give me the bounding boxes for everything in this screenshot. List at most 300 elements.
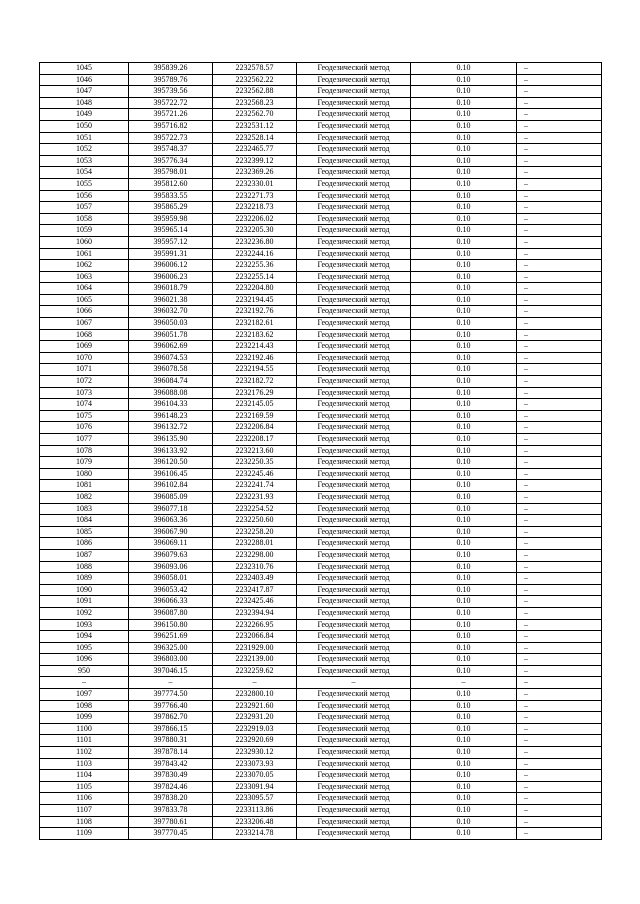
y-coordinate-cell: 2232310.76 — [213, 561, 297, 573]
x-coordinate-cell: 396018.79 — [129, 283, 213, 295]
x-coordinate-cell: 397838.20 — [129, 793, 213, 805]
x-coordinate-cell: 397770.45 — [129, 828, 213, 840]
y-coordinate-cell: 2232214.43 — [213, 341, 297, 353]
accuracy-cell: 0.10 — [411, 723, 517, 735]
method-cell: Геодезический метод — [297, 155, 411, 167]
method-cell: Геодезический метод — [297, 735, 411, 747]
point-number-cell: 1055 — [40, 178, 129, 190]
method-cell: Геодезический метод — [297, 549, 411, 561]
accuracy-cell: 0.10 — [411, 805, 517, 817]
accuracy-cell: 0.10 — [411, 816, 517, 828]
point-number-cell: 1097 — [40, 689, 129, 701]
point-number-cell: 1102 — [40, 747, 129, 759]
x-coordinate-cell: 395716.82 — [129, 120, 213, 132]
point-number-cell: 1062 — [40, 260, 129, 272]
table-row — [40, 306, 602, 318]
description-cell: – — [517, 712, 602, 724]
method-cell: Геодезический метод — [297, 573, 411, 585]
method-cell: Геодезический метод — [297, 584, 411, 596]
x-coordinate-cell: 397774.50 — [129, 689, 213, 701]
table-row — [40, 422, 602, 434]
description-cell: – — [517, 491, 602, 503]
point-number-cell: 1096 — [40, 654, 129, 666]
method-cell: Геодезический метод — [297, 97, 411, 109]
accuracy-cell: 0.10 — [411, 491, 517, 503]
method-cell: Геодезический метод — [297, 318, 411, 330]
table-row — [40, 758, 602, 770]
point-number-cell: 1103 — [40, 758, 129, 770]
description-cell: – — [517, 816, 602, 828]
method-cell: Геодезический метод — [297, 700, 411, 712]
y-coordinate-cell: 2232194.45 — [213, 294, 297, 306]
table-row — [40, 144, 602, 156]
table-row — [40, 364, 602, 376]
x-coordinate-cell: 396063.36 — [129, 515, 213, 527]
point-number-cell: 1071 — [40, 364, 129, 376]
description-cell: – — [517, 677, 602, 689]
description-cell: – — [517, 445, 602, 457]
description-cell: – — [517, 700, 602, 712]
description-cell: – — [517, 665, 602, 677]
accuracy-cell: 0.10 — [411, 144, 517, 156]
x-coordinate-cell: 396133.92 — [129, 445, 213, 457]
description-cell: – — [517, 97, 602, 109]
accuracy-cell: 0.10 — [411, 109, 517, 121]
accuracy-cell: 0.10 — [411, 167, 517, 179]
table-row — [40, 781, 602, 793]
accuracy-cell: 0.10 — [411, 549, 517, 561]
y-coordinate-cell: 2232213.60 — [213, 445, 297, 457]
point-number-cell: 1098 — [40, 700, 129, 712]
y-coordinate-cell: – — [213, 677, 297, 689]
point-number-cell: 1045 — [40, 63, 129, 75]
x-coordinate-cell: 396077.18 — [129, 503, 213, 515]
method-cell: Геодезический метод — [297, 642, 411, 654]
point-number-cell: 1058 — [40, 213, 129, 225]
coordinates-table — [39, 62, 602, 840]
x-coordinate-cell: 396120.50 — [129, 457, 213, 469]
method-cell: Геодезический метод — [297, 352, 411, 364]
method-cell: Геодезический метод — [297, 434, 411, 446]
point-number-cell: 1054 — [40, 167, 129, 179]
description-cell: – — [517, 596, 602, 608]
y-coordinate-cell: 2232403.49 — [213, 573, 297, 585]
x-coordinate-cell: 396093.06 — [129, 561, 213, 573]
description-cell: – — [517, 735, 602, 747]
method-cell: Геодезический метод — [297, 747, 411, 759]
method-cell: Геодезический метод — [297, 805, 411, 817]
y-coordinate-cell: 2232208.17 — [213, 434, 297, 446]
y-coordinate-cell: 2232931.20 — [213, 712, 297, 724]
description-cell: – — [517, 283, 602, 295]
x-coordinate-cell: 396251.69 — [129, 631, 213, 643]
y-coordinate-cell: 2232231.93 — [213, 491, 297, 503]
point-number-cell: 1106 — [40, 793, 129, 805]
accuracy-cell: 0.10 — [411, 364, 517, 376]
table-row — [40, 341, 602, 353]
y-coordinate-cell: 2232369.26 — [213, 167, 297, 179]
y-coordinate-cell: 2231929.00 — [213, 642, 297, 654]
description-cell: – — [517, 561, 602, 573]
description-cell: – — [517, 399, 602, 411]
description-cell: – — [517, 364, 602, 376]
x-coordinate-cell: 396079.63 — [129, 549, 213, 561]
point-number-cell: 1087 — [40, 549, 129, 561]
x-coordinate-cell: 397880.31 — [129, 735, 213, 747]
x-coordinate-cell: 395722.72 — [129, 97, 213, 109]
point-number-cell: 1089 — [40, 573, 129, 585]
table-row — [40, 434, 602, 446]
method-cell: Геодезический метод — [297, 283, 411, 295]
table-row — [40, 132, 602, 144]
method-cell: Геодезический метод — [297, 190, 411, 202]
description-cell: – — [517, 503, 602, 515]
method-cell: Геодезический метод — [297, 376, 411, 388]
table-row — [40, 619, 602, 631]
x-coordinate-cell: 395965.14 — [129, 225, 213, 237]
y-coordinate-cell: 2232194.55 — [213, 364, 297, 376]
table-row — [40, 318, 602, 330]
x-coordinate-cell: 395789.76 — [129, 74, 213, 86]
method-cell: Геодезический метод — [297, 828, 411, 840]
description-cell: – — [517, 607, 602, 619]
point-number-cell: 1099 — [40, 712, 129, 724]
description-cell: – — [517, 341, 602, 353]
point-number-cell: 1070 — [40, 352, 129, 364]
point-number-cell: 1047 — [40, 86, 129, 98]
x-coordinate-cell: 396132.72 — [129, 422, 213, 434]
point-number-cell: 1051 — [40, 132, 129, 144]
accuracy-cell: 0.10 — [411, 213, 517, 225]
x-coordinate-cell: 396078.58 — [129, 364, 213, 376]
point-number-cell: 1076 — [40, 422, 129, 434]
point-number-cell: 1059 — [40, 225, 129, 237]
table-row — [40, 770, 602, 782]
point-number-cell: 1083 — [40, 503, 129, 515]
accuracy-cell: 0.10 — [411, 596, 517, 608]
y-coordinate-cell: 2233073.93 — [213, 758, 297, 770]
point-number-cell: 1066 — [40, 306, 129, 318]
accuracy-cell: 0.10 — [411, 828, 517, 840]
x-coordinate-cell: – — [129, 677, 213, 689]
method-cell: Геодезический метод — [297, 526, 411, 538]
x-coordinate-cell: 395959.98 — [129, 213, 213, 225]
table-row — [40, 677, 602, 689]
method-cell: Геодезический метод — [297, 422, 411, 434]
coordinates-table-body — [40, 63, 602, 840]
description-cell: – — [517, 260, 602, 272]
table-row — [40, 97, 602, 109]
accuracy-cell: 0.10 — [411, 712, 517, 724]
method-cell: Геодезический метод — [297, 74, 411, 86]
table-row — [40, 387, 602, 399]
table-row — [40, 271, 602, 283]
y-coordinate-cell: 2232425.46 — [213, 596, 297, 608]
accuracy-cell: 0.10 — [411, 654, 517, 666]
description-cell: – — [517, 457, 602, 469]
y-coordinate-cell: 2232266.95 — [213, 619, 297, 631]
point-number-cell: 1079 — [40, 457, 129, 469]
table-row — [40, 700, 602, 712]
table-row — [40, 410, 602, 422]
point-number-cell: 1065 — [40, 294, 129, 306]
y-coordinate-cell: 2232254.52 — [213, 503, 297, 515]
y-coordinate-cell: 2232204.80 — [213, 283, 297, 295]
y-coordinate-cell: 2232066.84 — [213, 631, 297, 643]
accuracy-cell: 0.10 — [411, 561, 517, 573]
accuracy-cell: 0.10 — [411, 329, 517, 341]
description-cell: – — [517, 642, 602, 654]
table-row — [40, 86, 602, 98]
accuracy-cell: 0.10 — [411, 758, 517, 770]
y-coordinate-cell: 2232139.00 — [213, 654, 297, 666]
point-number-cell: 1081 — [40, 480, 129, 492]
description-cell: – — [517, 318, 602, 330]
point-number-cell: 1095 — [40, 642, 129, 654]
table-row — [40, 248, 602, 260]
x-coordinate-cell: 397862.70 — [129, 712, 213, 724]
accuracy-cell: 0.10 — [411, 457, 517, 469]
method-cell: Геодезический метод — [297, 260, 411, 272]
x-coordinate-cell: 396066.33 — [129, 596, 213, 608]
accuracy-cell: 0.10 — [411, 480, 517, 492]
point-number-cell: 1109 — [40, 828, 129, 840]
description-cell: – — [517, 584, 602, 596]
description-cell: – — [517, 422, 602, 434]
method-cell: Геодезический метод — [297, 399, 411, 411]
point-number-cell: 1050 — [40, 120, 129, 132]
method-cell: Геодезический метод — [297, 63, 411, 75]
method-cell: Геодезический метод — [297, 781, 411, 793]
method-cell: Геодезический метод — [297, 457, 411, 469]
point-number-cell: 950 — [40, 665, 129, 677]
description-cell: – — [517, 329, 602, 341]
point-number-cell: 1046 — [40, 74, 129, 86]
description-cell: – — [517, 480, 602, 492]
table-row — [40, 399, 602, 411]
point-number-cell: 1049 — [40, 109, 129, 121]
table-row — [40, 689, 602, 701]
point-number-cell: 1100 — [40, 723, 129, 735]
table-row — [40, 828, 602, 840]
point-number-cell: 1068 — [40, 329, 129, 341]
description-cell: – — [517, 387, 602, 399]
table-row — [40, 642, 602, 654]
description-cell: – — [517, 689, 602, 701]
description-cell: – — [517, 549, 602, 561]
point-number-cell: 1078 — [40, 445, 129, 457]
method-cell: Геодезический метод — [297, 132, 411, 144]
x-coordinate-cell: 397866.15 — [129, 723, 213, 735]
method-cell: Геодезический метод — [297, 468, 411, 480]
point-number-cell: 1080 — [40, 468, 129, 480]
y-coordinate-cell: 2232192.46 — [213, 352, 297, 364]
description-cell: – — [517, 770, 602, 782]
y-coordinate-cell: 2232145.05 — [213, 399, 297, 411]
description-cell: – — [517, 515, 602, 527]
y-coordinate-cell: 2232250.60 — [213, 515, 297, 527]
point-number-cell: 1108 — [40, 816, 129, 828]
method-cell: Геодезический метод — [297, 178, 411, 190]
method-cell: Геодезический метод — [297, 596, 411, 608]
table-row — [40, 213, 602, 225]
table-row — [40, 816, 602, 828]
accuracy-cell: 0.10 — [411, 341, 517, 353]
y-coordinate-cell: 2232562.88 — [213, 86, 297, 98]
description-cell: – — [517, 828, 602, 840]
table-row — [40, 561, 602, 573]
method-cell: Геодезический метод — [297, 503, 411, 515]
point-number-cell: 1094 — [40, 631, 129, 643]
method-cell: Геодезический метод — [297, 538, 411, 550]
table-row — [40, 294, 602, 306]
x-coordinate-cell: 396085.09 — [129, 491, 213, 503]
y-coordinate-cell: 2232562.22 — [213, 74, 297, 86]
point-number-cell: 1105 — [40, 781, 129, 793]
method-cell: Геодезический метод — [297, 109, 411, 121]
x-coordinate-cell: 395865.29 — [129, 202, 213, 214]
point-number-cell: 1085 — [40, 526, 129, 538]
table-row — [40, 805, 602, 817]
x-coordinate-cell: 396148.23 — [129, 410, 213, 422]
y-coordinate-cell: 2233070.05 — [213, 770, 297, 782]
table-row — [40, 538, 602, 550]
x-coordinate-cell: 396067.90 — [129, 526, 213, 538]
description-cell: – — [517, 167, 602, 179]
accuracy-cell: 0.10 — [411, 503, 517, 515]
y-coordinate-cell: 2232192.76 — [213, 306, 297, 318]
description-cell: – — [517, 376, 602, 388]
description-cell: – — [517, 202, 602, 214]
table-row — [40, 584, 602, 596]
accuracy-cell: 0.10 — [411, 387, 517, 399]
x-coordinate-cell: 397833.78 — [129, 805, 213, 817]
table-row — [40, 260, 602, 272]
y-coordinate-cell: 2232531.12 — [213, 120, 297, 132]
x-coordinate-cell: 396106.45 — [129, 468, 213, 480]
y-coordinate-cell: 2232176.29 — [213, 387, 297, 399]
x-coordinate-cell: 396050.03 — [129, 318, 213, 330]
description-cell: – — [517, 573, 602, 585]
table-row — [40, 202, 602, 214]
description-cell: – — [517, 63, 602, 75]
method-cell: Геодезический метод — [297, 445, 411, 457]
y-coordinate-cell: 2232206.02 — [213, 213, 297, 225]
table-row — [40, 491, 602, 503]
table-row — [40, 665, 602, 677]
description-cell: – — [517, 294, 602, 306]
x-coordinate-cell: 397780.61 — [129, 816, 213, 828]
point-number-cell: 1057 — [40, 202, 129, 214]
accuracy-cell: 0.10 — [411, 422, 517, 434]
table-row — [40, 573, 602, 585]
y-coordinate-cell: 2232205.30 — [213, 225, 297, 237]
table-row — [40, 190, 602, 202]
method-cell: Геодезический метод — [297, 213, 411, 225]
accuracy-cell: 0.10 — [411, 445, 517, 457]
y-coordinate-cell: 2232800.10 — [213, 689, 297, 701]
description-cell: – — [517, 236, 602, 248]
accuracy-cell: 0.10 — [411, 538, 517, 550]
y-coordinate-cell: 2232920.69 — [213, 735, 297, 747]
y-coordinate-cell: 2232298.00 — [213, 549, 297, 561]
x-coordinate-cell: 396135.90 — [129, 434, 213, 446]
accuracy-cell: 0.10 — [411, 190, 517, 202]
description-cell: – — [517, 144, 602, 156]
y-coordinate-cell: 2232921.60 — [213, 700, 297, 712]
y-coordinate-cell: 2232241.74 — [213, 480, 297, 492]
y-coordinate-cell: 2232182.72 — [213, 376, 297, 388]
point-number-cell: 1069 — [40, 341, 129, 353]
method-cell: Геодезический метод — [297, 770, 411, 782]
accuracy-cell: 0.10 — [411, 178, 517, 190]
y-coordinate-cell: 2232169.59 — [213, 410, 297, 422]
accuracy-cell: 0.10 — [411, 132, 517, 144]
x-coordinate-cell: 396051.78 — [129, 329, 213, 341]
point-number-cell: 1090 — [40, 584, 129, 596]
description-cell: – — [517, 781, 602, 793]
accuracy-cell: 0.10 — [411, 770, 517, 782]
y-coordinate-cell: 2232250.35 — [213, 457, 297, 469]
x-coordinate-cell: 397843.42 — [129, 758, 213, 770]
x-coordinate-cell: 397830.49 — [129, 770, 213, 782]
table-row — [40, 178, 602, 190]
y-coordinate-cell: 2232258.20 — [213, 526, 297, 538]
y-coordinate-cell: 2232562.70 — [213, 109, 297, 121]
description-cell: – — [517, 805, 602, 817]
table-row — [40, 515, 602, 527]
accuracy-cell: 0.10 — [411, 283, 517, 295]
accuracy-cell: 0.10 — [411, 747, 517, 759]
table-row — [40, 723, 602, 735]
method-cell: Геодезический метод — [297, 167, 411, 179]
table-row — [40, 596, 602, 608]
table-row — [40, 549, 602, 561]
accuracy-cell: 0.10 — [411, 294, 517, 306]
point-number-cell: 1107 — [40, 805, 129, 817]
accuracy-cell: 0.10 — [411, 515, 517, 527]
y-coordinate-cell: 2232255.36 — [213, 260, 297, 272]
description-cell: – — [517, 654, 602, 666]
table-row — [40, 445, 602, 457]
point-number-cell: 1064 — [40, 283, 129, 295]
x-coordinate-cell: 397046.15 — [129, 665, 213, 677]
accuracy-cell: 0.10 — [411, 120, 517, 132]
method-cell: Геодезический метод — [297, 364, 411, 376]
table-row — [40, 526, 602, 538]
x-coordinate-cell: 396021.38 — [129, 294, 213, 306]
x-coordinate-cell: 395839.26 — [129, 63, 213, 75]
accuracy-cell: 0.10 — [411, 607, 517, 619]
point-number-cell: 1086 — [40, 538, 129, 550]
method-cell: Геодезический метод — [297, 561, 411, 573]
point-number-cell: 1092 — [40, 607, 129, 619]
point-number-cell: 1053 — [40, 155, 129, 167]
y-coordinate-cell: 2232259.62 — [213, 665, 297, 677]
table-row — [40, 283, 602, 295]
point-number-cell: 1048 — [40, 97, 129, 109]
accuracy-cell: 0.10 — [411, 248, 517, 260]
description-cell: – — [517, 306, 602, 318]
method-cell: Геодезический метод — [297, 480, 411, 492]
table-row — [40, 607, 602, 619]
accuracy-cell: 0.10 — [411, 642, 517, 654]
x-coordinate-cell: 396006.23 — [129, 271, 213, 283]
accuracy-cell: 0.10 — [411, 376, 517, 388]
x-coordinate-cell: 397878.14 — [129, 747, 213, 759]
table-row — [40, 352, 602, 364]
accuracy-cell: 0.10 — [411, 631, 517, 643]
